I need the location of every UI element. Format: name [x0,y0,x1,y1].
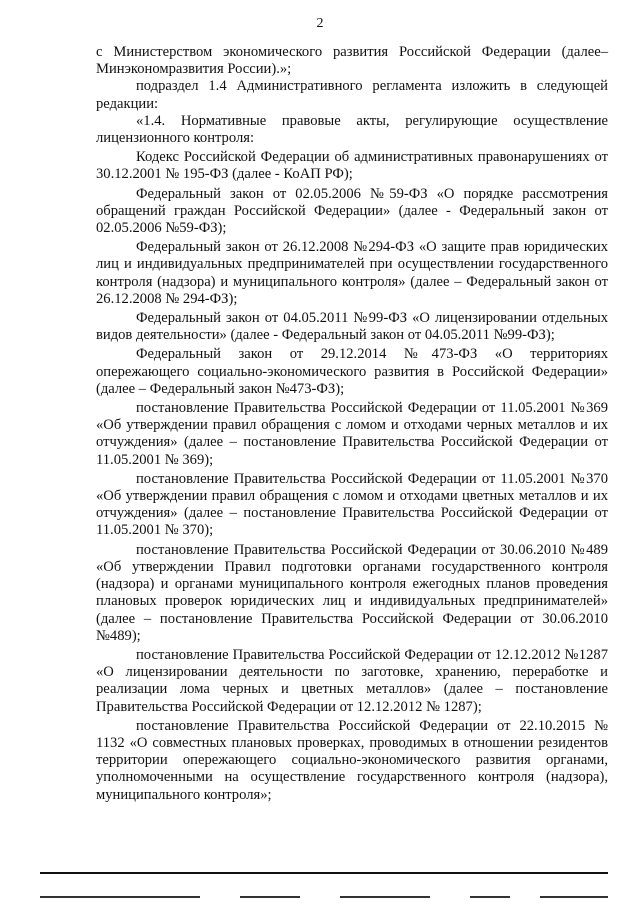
paragraph-law-473fz: Федеральный закон от 29.12.2014 №473-ФЗ «О территориях опережающего социально-экономического развития в Российской Федерации» (далее – Федеральный закон №473-ФЗ); [96,346,608,397]
paragraph-section-heading: «1.4. Нормативные правовые акты, регулирующие осуществление лицензионного контроля: [96,112,608,147]
paragraph-resolution-370: постановление Правительства Российской Федерации от 11.05.2001 №370 «Об утверждении правил обращения с ломом и отходами цветных металлов и их отчуждения» (далее – постановление Правительства Российской Федерации от 11.05.2001 № 370); [96,470,608,539]
scan-edge-marks [40,896,608,902]
paragraph-amendment-intro: подраздел 1.4 Административного регламента изложить в следующей редакции: [96,78,608,112]
document-body [96,44,608,804]
page-number: 2 [316,16,324,31]
paragraph-law-59fz: Федеральный закон от 02.05.2006 №59-ФЗ «О порядке рассмотрения обращений граждан Российской Федерации» (далее - Федеральный закон от 02.05.2006 №59-ФЗ); [96,185,608,237]
paragraph-resolution-369: постановление Правительства Российской Федерации от 11.05.2001 №369 «Об утверждении правил обращения с ломом и отходами черных металлов и их отчуждения» (далее – постановление Правительства Российской Федерации от 11.05.2001 № 369); [96,400,608,468]
paragraph-continuation: с Министерством экономического развития Российской Федерации (далее– Минэкономразвития России).»; [96,44,608,78]
paragraph-law-99fz: Федеральный закон от 04.05.2011 №99-ФЗ «О лицензировании отдельных видов деятельности» (далее - Федеральный закон от 04.05.2011 №99-ФЗ); [96,310,608,344]
paragraph-law-294fz: Федеральный закон от 26.12.2008 №294-ФЗ «О защите прав юридических лиц и индивидуальных предпринимателей при осуществлении государственного контроля (надзора) и муниципального контроля» (далее – Федеральный закон от 26.12.2008 № 294-ФЗ); [96,239,608,307]
paragraph-resolution-1132: постановление Правительства Российской Федерации от 22.10.2015 № 1132 «О совместных плановых проверках, проводимых в отношении резидентов территории опережающего социально-экономического развития органами, уполномоченными на осуществление государственного контроля (надзора), муниципального контроля»; [96,717,608,803]
paragraph-koap: Кодекс Российской Федерации об административных правонарушениях от 30.12.2001 № 195-ФЗ (далее - КоАП РФ); [96,149,608,183]
paragraph-resolution-1287: постановление Правительства Российской Федерации от 12.12.2012 №1287 «О лицензировании деятельности по заготовке, хранению, переработке и реализации лома черных и цветных металлов» (далее – постановление Правительства Российской Федерации от 12.12.2012 № 1287); [96,646,608,715]
footer-divider [40,872,608,874]
paragraph-resolution-489: постановление Правительства Российской Федерации от 30.06.2010 №489 «Об утверждении Правил подготовки органами государственного контроля (надзора) и органами муниципального контроля ежегодных планов проведения плановых проверок юридических лиц и индивидуальных предпринимателей» (далее – постановление Правительства Российской Федерации от 30.06.2010 №489); [96,541,608,644]
